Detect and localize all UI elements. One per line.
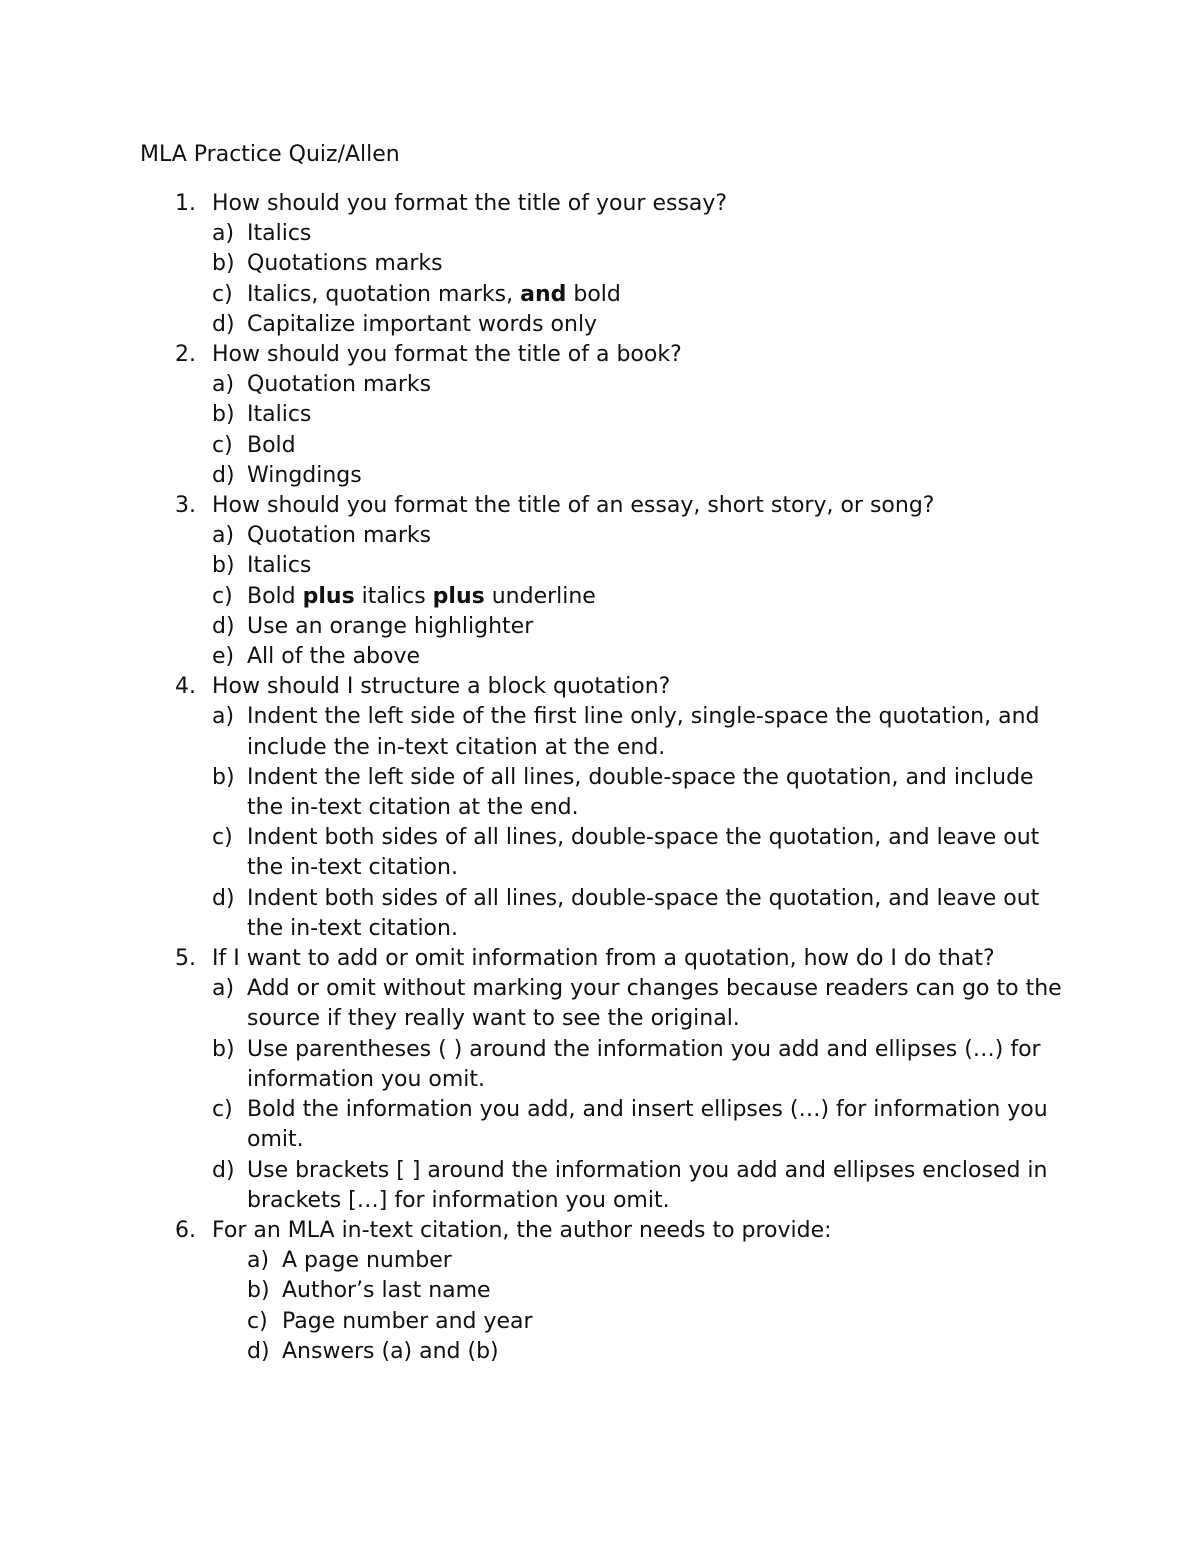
option-list: [140, 219, 1070, 340]
option-d: [140, 612, 1070, 642]
option-b: [140, 551, 1070, 581]
option-letter: c): [247, 1308, 268, 1334]
option-a: [140, 219, 1070, 249]
option-b: [140, 1035, 1070, 1095]
option-d: [140, 1337, 1070, 1367]
page-title: MLA Practice Quiz/Allen: [140, 142, 400, 167]
option-a: [140, 1246, 1070, 1276]
question-2: [140, 340, 1070, 491]
question-number: 3.: [175, 493, 196, 519]
option-letter: d): [212, 613, 235, 639]
option-text: Indent the left side of all lines, double-space the quotation, and include the in-text citation at the end.: [247, 764, 1034, 821]
question-number: 2.: [175, 342, 196, 368]
option-letter: a): [212, 523, 235, 549]
option-d: [140, 884, 1070, 944]
question-number: 6.: [175, 1217, 196, 1243]
option-e: [140, 642, 1070, 672]
option-letter: b): [247, 1278, 270, 1304]
option-text-part: underline: [484, 583, 596, 609]
option-letter: b): [212, 553, 235, 579]
option-text: All of the above: [247, 644, 421, 670]
option-a: [140, 370, 1070, 400]
option-text: Wingdings: [247, 462, 362, 488]
question-number: 5.: [175, 946, 196, 972]
option-letter: b): [212, 251, 235, 277]
option-letter: a): [212, 704, 235, 730]
option-letter: d): [212, 311, 235, 337]
question-text: How should I structure a block quotation?: [212, 674, 671, 700]
question-1: [140, 189, 1070, 340]
option-text: Capitalize important words only: [247, 311, 598, 337]
option-text-part: italics: [354, 583, 433, 609]
option-b: [140, 249, 1070, 279]
option-text: Bold the information you add, and insert ellipses (…) for information you omit.: [247, 1097, 1048, 1153]
option-text-part: Italics, quotation marks,: [247, 281, 521, 307]
option-letter: e): [212, 644, 235, 670]
question-list: [140, 189, 1070, 1367]
option-letter: c): [212, 432, 233, 458]
option-letter: c): [212, 825, 233, 851]
option-b: [140, 1276, 1070, 1306]
option-letter: b): [212, 1036, 235, 1062]
option-text-emphasis: plus: [302, 583, 355, 609]
option-letter: a): [212, 976, 235, 1002]
question-text: If I want to add or omit information from a quotation, how do I do that?: [212, 946, 995, 972]
option-text: Use parentheses ( ) around the information you add and ellipses (…) for information you omit.: [247, 1036, 1041, 1092]
option-b: [140, 400, 1070, 430]
option-c: [140, 582, 1070, 612]
option-list: [140, 974, 1070, 1216]
question-6: [140, 1216, 1070, 1367]
option-letter: c): [212, 583, 233, 609]
option-text: [247, 282, 621, 307]
option-list: [140, 1246, 1070, 1367]
option-text: Indent both sides of all lines, double-space the quotation, and leave out the in-text citation.: [247, 825, 1040, 881]
option-text: Author’s last name: [282, 1278, 491, 1304]
question-number: 4.: [175, 674, 196, 700]
option-text-part: bold: [566, 281, 621, 307]
option-c: [140, 280, 1070, 310]
question-text: For an MLA in-text citation, the author needs to provide:: [212, 1217, 832, 1243]
option-text-emphasis: and: [520, 281, 567, 307]
option-list: [140, 521, 1070, 672]
option-b: [140, 763, 1070, 823]
option-text: Indent both sides of all lines, double-space the quotation, and leave out the in-text citation.: [247, 885, 1040, 941]
option-c: [140, 1095, 1070, 1155]
option-text: Bold: [247, 432, 296, 458]
option-letter: a): [212, 372, 235, 398]
option-text: Quotation marks: [247, 523, 432, 549]
option-text: [247, 584, 596, 609]
option-c: [140, 1307, 1070, 1337]
option-letter: d): [247, 1338, 270, 1364]
option-text: Quotation marks: [247, 372, 432, 398]
option-letter: a): [212, 221, 235, 247]
option-letter: a): [247, 1248, 270, 1274]
question-text: How should you format the title of an essay, short story, or song?: [212, 493, 935, 519]
option-text: Page number and year: [282, 1308, 533, 1334]
question-text: How should you format the title of your essay?: [212, 191, 728, 216]
option-a: [140, 702, 1070, 762]
option-text: A page number: [282, 1248, 452, 1274]
option-letter: b): [212, 764, 235, 790]
option-letter: c): [212, 1097, 233, 1123]
option-a: [140, 521, 1070, 551]
question-number: 1.: [175, 191, 196, 216]
option-letter: c): [212, 281, 233, 307]
option-text: Italics: [247, 553, 312, 579]
option-c: [140, 823, 1070, 883]
question-3: [140, 491, 1070, 672]
option-list: [140, 702, 1070, 944]
option-text: Answers (a) and (b): [282, 1338, 499, 1364]
option-text-part: Bold: [247, 583, 303, 609]
option-text-emphasis: plus: [432, 583, 485, 609]
option-text: Use an orange highlighter: [247, 613, 534, 639]
option-d: [140, 461, 1070, 491]
option-text: Italics: [247, 402, 312, 428]
option-c: [140, 431, 1070, 461]
option-a: [140, 974, 1070, 1034]
option-text: Italics: [247, 221, 312, 247]
option-d: [140, 310, 1070, 340]
question-text: How should you format the title of a book?: [212, 342, 682, 368]
option-text: Indent the left side of the first line only, single-space the quotation, and include the in-text citation at the end.: [247, 704, 1040, 760]
option-list: [140, 370, 1070, 491]
question-4: [140, 672, 1070, 944]
option-text: Add or omit without marking your changes because readers can go to the source if they really want to see the original.: [247, 976, 1062, 1032]
option-letter: b): [212, 402, 235, 428]
option-letter: d): [212, 462, 235, 488]
option-d: [140, 1156, 1070, 1216]
question-5: [140, 944, 1070, 1216]
option-letter: d): [212, 1157, 235, 1183]
option-letter: d): [212, 885, 235, 911]
option-text: Use brackets [ ] around the information you add and ellipses enclosed in brackets […] for information you omit.: [247, 1157, 1048, 1213]
option-text: Quotations marks: [247, 251, 443, 277]
